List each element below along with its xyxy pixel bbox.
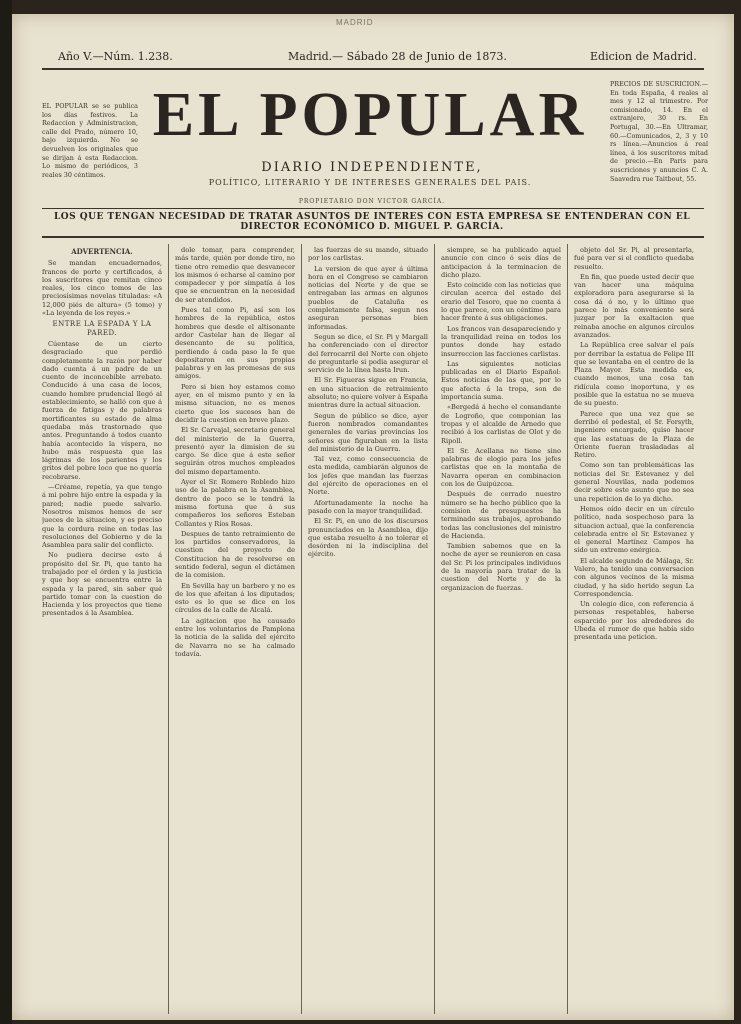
article-paragraph: Ayer el Sr. Romero Robledo hizo uso de la palabra en la Asamblea, dentro de poco se le tendrá la misma fortuna que á sus compañeros los señores Esteban Collantes y Ríos Rosas. — [175, 478, 295, 528]
subscription-prices-box: PRECIOS DE SUSCRICION.—En toda España, 4 reales al mes y 12 al trimestre. Por comisionado, 14. En el extranjero, 30 rs. En Portugal, 30.—En Ultramar, 60.—Comunicados, 2, 3 y 10 rs línea.—Anuncios á real línea, á los suscritores mitad de precio.—En Paris para suscriciones y anuncios C. A. Saavedra rue Taitbout, 55. — [610, 80, 708, 183]
article-paragraph: El Sr. Carvajal, secretario general del ministerio de la Guerra, presentó ayer la dimision de su cargo. Se dice que á este señor seguirán otros muchos empleados del mismo departamento. — [175, 426, 295, 476]
article-column-3 — [308, 246, 428, 1006]
edition-label: Edicion de Madrid. — [590, 50, 697, 63]
article-paragraph: En fin, que puede usted decir que van hacer una máquina exploradora para asegurarse si la cosa dá ó no, y lo último que parece lo más conveniente será juzgar por la exaltacion que reinaba anoche en algunos círculos avanzados. — [574, 272, 694, 339]
article-paragraph: Tal vez, como consecuencia de esta medida, cambiarán algunos de los jefes que mandan las fuerzas del ejército de operaciones en el Norte. — [308, 455, 428, 497]
article-paragraph: Esto coincide con las noticias que circulan acerca del estado del erario del Tesoro, que no cuenta á lo que parece, con un céntimo para hacer frente á sus obligaciones. — [441, 281, 561, 323]
newspaper-page — [12, 14, 734, 1020]
article-paragraph: Se mandan encuadernados, francos de porte y certificados, á los suscritores que remitan cinco reales, los cinco tomos de las preciosísimas novelas tituladas: «A 12,000 piés de altura» (5 tomo) y «La leyenda de los reyes.» — [42, 259, 162, 318]
column-divider — [168, 244, 169, 1014]
article-paragraph: El Sr. Figueras sigue en Francia, en una situacion de retraimiento absoluto; no quiere volver á España mientras dure la actual situacion. — [308, 376, 428, 410]
header-line — [58, 48, 698, 66]
article-paragraph: Afortunadamente la noche ha pasado con la mayor tranquilidad. — [308, 498, 428, 515]
left-info-box: EL POPULAR se se publica los días festivos. La Redaccion y Administracion, calle del Prado, número 10, bajo izquierda. No se devuelven los originales que se dirijan á esta Redaccion. Lo mismo de periódicos, 3 reales 30 céntimos. — [42, 102, 138, 179]
column-divider — [301, 244, 302, 1014]
article-paragraph: La República cree salvar el país por derribar la estatua de Felipe III que se levantaba en el centro de la Plaza Mayor. Esta medida es, cuando menos, una cosa tan ridícula como inoportuna, y es posible que la estatua no se mueva de su puesto. — [574, 341, 694, 408]
header-rule — [42, 68, 704, 70]
article-paragraph: las fuerzas de su mando, situado por los carlistas. — [308, 246, 428, 263]
article-paragraph: Tambien sabemos que en la noche de ayer se reunieron en casa del Sr. Pi los principales individuos de la mayoría para tratar de la cuestion del Norte y de la organizacion de fuerzas. — [441, 542, 561, 592]
article-paragraph: Despues de tanto retraimiento de los partidos conservadores, la cuestion del proyecto de Constitucion ha de resolverse en sentido federal, segun el dictámen de la comision. — [175, 529, 295, 580]
scan-edge — [0, 0, 12, 1024]
library-stamp: MADRID — [336, 18, 374, 27]
article-paragraph: La version de que ayer á última hora en el Congreso se cambiaron noticias del Norte y de que se entregaban las armas en algunos pueblos de Cataluña es completamente falsa, segun nos aseguran personas bien informadas. — [308, 264, 428, 331]
article-paragraph: Las siguientes noticias publicadas en el Diario Español: Estos noticias de las que, por lo que afecta á la tropa, son de importancia suma. — [441, 359, 561, 402]
article-paragraph: En Sevilla hay un barbero y no es de los que afeitan á los diputados; esto es lo que se dice en los círculos de la calle de Alcalá. — [175, 581, 295, 615]
article-paragraph: siempre, se ha publicado aquel anuncio con cinco ó seis días de anticipacion á la terminacion de dicho plazo. — [441, 246, 561, 279]
article-title: ENTRE LA ESPADA Y LA PARED. — [52, 320, 152, 337]
article-paragraph: Como son tan problemáticas las noticias del Sr. Estevanez y del general Nouvilas, nada podemos decir sobre este asunto que no sea una repeticion de lo ya dicho. — [574, 461, 694, 503]
article-paragraph: El Sr. Pi, en uno de los discursos pronunciados en la Asamblea, dijo que estaba resuelto á no tolerar el desórden ni la indisciplina del ejército. — [308, 517, 428, 559]
article-paragraph: El Sr. Acellana no tiene sino palabras de elogio para los jefes carlistas que en la montaña de Navarra operan en combinacion con los de Guipúzcoa. — [441, 446, 561, 489]
masthead-title: EL POPULAR — [152, 81, 588, 149]
article-paragraph: La agitacion que ha causado entre los voluntarios de Pamplona la noticia de la salida del ejército de Navarra no se ha calmado todavía. — [175, 616, 295, 658]
owner-line: PROPIETARIO DON VICTOR GARCÍA. — [298, 198, 446, 205]
article-column-1 — [42, 246, 162, 1006]
article-column-2 — [175, 246, 295, 1006]
section-heading: ADVERTENCIA. — [71, 247, 133, 256]
business-notice: LOS QUE TENGAN NECESIDAD DE TRATAR ASUNTOS DE INTERES CON ESTA EMPRESA SE ENTENDERAN CON EL DIRECTOR ECONÓMICO D. MIGUEL P. GARCÍA. — [53, 212, 691, 232]
article-paragraph: Los francos van desapareciendo y la tranquilidad reina en todos los puntos donde hay estado insurreccion las facciones carlistas. — [441, 324, 561, 358]
article-column-5 — [574, 246, 694, 1006]
article-paragraph: dole tomar, para comprender, más tarde, quién por donde tiro, no tiene otro remedio que desvanecer los mismos ó echarse al camino por compadecer y por simpatía á los que se encuentran en la necesidad de ser atendidos. — [175, 246, 295, 304]
article-paragraph: «Bergedá á hecho el comandante de Logroño, que componian las tropas y el alcalde de Arnedo que recibió á los carlistas de Olot y de Ripoll. — [441, 403, 561, 445]
article-paragraph: No pudiera decirse esto á propósito del Sr. Pi, que tanto ha trabajado por el órden y la justicia y que hoy se encuentra entre la espada y la pared, sin saber qué partido tomar con la cuestion de Hacienda y los proyectos que tiene presentados á la Asamblea. — [42, 551, 162, 618]
article-paragraph: Un colegio dice, con referencia á personas respetables, haberse esparcido por los alrededores de Ubeda el rumor de que había sido presentada una peticion. — [574, 600, 694, 642]
article-paragraph: Segun se dice, el Sr. Pi y Margall ha conferenciado con el director del ferrocarril del Norte con objeto de preguntarle si podia asegurar el servicio de la línea hasta Irun. — [308, 332, 428, 375]
masthead-subtitle: DIARIO INDEPENDIENTE, — [261, 160, 483, 175]
column-divider — [434, 244, 435, 1014]
issue-number: Año V.—Núm. 1.238. — [58, 50, 173, 63]
column-divider — [567, 244, 568, 1014]
article-paragraph: Después de cerrado nuestro número se ha hecho público que la comision de presupuestos ha terminado sus trabajos, aprobando todas las conclusiones del ministro de Hacienda. — [441, 490, 561, 540]
article-paragraph: Pues tal como Pi, así son los hombres de la república, estos hombres que desde el altisonante ardor Castelar han de llegar al desencanto de su política, perdiendo á cada paso la fe que depositaron en sus propias palabras y en las promesas de sus amigos. — [175, 306, 295, 381]
article-paragraph: Parece que una vez que se derribó el pedestal, el Sr. Forsyth, ingeniero encargado, quiso hacer que las estatuas de la Plaza de Oriente fueran trasladadas al Retiro. — [574, 409, 694, 460]
article-paragraph: El alcalde segundo de Málaga, Sr. Valero, ha tenido una conversacion con algunos vecinos de la misma ciudad, y ha sido herido segun La Correspondencia. — [574, 556, 694, 598]
notice-rule-bottom — [42, 236, 704, 238]
article-paragraph: Cúentase de un cierto desgraciado que perdió completamente la razón por haber dado cuenta á un padre de un cuento de inconcebible arrebato. Conducido á una casa de locos, cuando hombre prudencial llegó al establecimiento, se halló con que á fuerza de fatigas y de palabras mortificantes su estado de alma quedaba más trastornado que antes. Preguntando á todos cuanto había acontecido la víspera, no hubo más respuesta que las lágrimas de los parientes y los gritos del pobre loco que no quería recobrarse. — [42, 339, 162, 481]
dateline: Madrid.— Sábado 28 de Junio de 1873. — [288, 50, 507, 63]
masthead-tagline: POLÍTICO, LITERARIO Y DE INTERESES GENERALES DEL PAIS. — [208, 178, 532, 187]
article-column-4 — [441, 246, 561, 1006]
notice-rule-top — [42, 208, 704, 209]
article-paragraph: Pero si bien hoy estamos como ayer, en el mismo punto y en la misma situacion, no es menos cierto que los sucesos han de decidir la cuestion en breve plazo. — [175, 382, 295, 424]
article-paragraph: Segun de público se dice, ayer fueron nombrados comandantes generales de varias provincias los señores que figuraban en la lista del ministerio de la Guerra. — [308, 411, 428, 453]
article-paragraph: objeto del Sr. Pi, al presentarla, fué para ver si el conflicto quedaba resuelto. — [574, 246, 694, 271]
article-paragraph: Hemos oído decir en un círculo político, nada sospechoso para la situacion actual, que la conferencia celebrada entre el Sr. Estevanez y el general Martínez Campos ha sido un extremo enérgica. — [574, 504, 694, 555]
article-paragraph: —Créame, repetía, ya que tengo á mi pobre hijo entre la espada y la pared; nadie puede salvarlo. Nosotros mismos hemos de ser jueces de la situacion, y es preciso que la cordura reine en todas las resoluciones del Gobierno y de la Asamblea para salir del conflicto. — [42, 483, 162, 550]
